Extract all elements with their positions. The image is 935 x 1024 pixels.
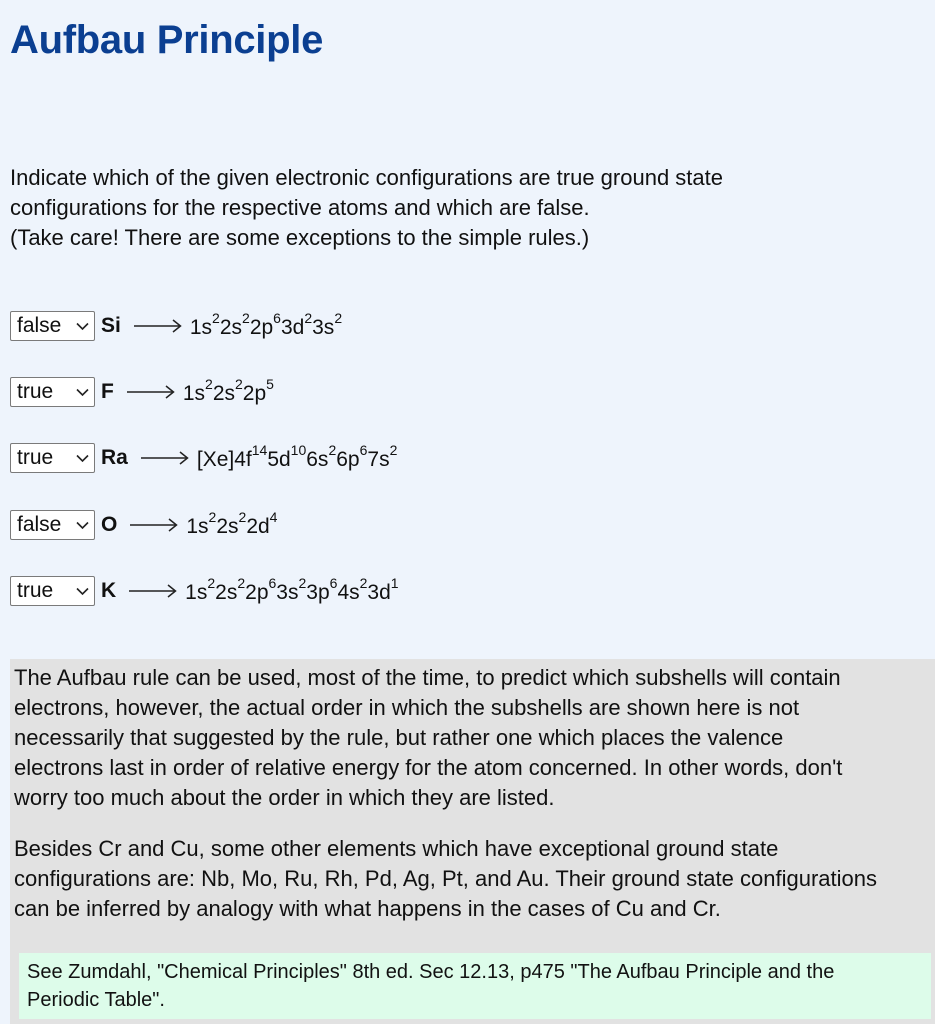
notes-paragraph [14,663,935,813]
config-text: 6s [306,447,329,471]
notes-line: configurations are: Nb, Mo, Ru, Rh, Pd, Ag, Pt, and Au. Their ground state configurations [14,866,877,891]
config-superscript: 2 [212,309,220,326]
chevron-down-icon [76,388,89,397]
config-superscript: 5 [266,375,274,392]
config-superscript: 1 [390,574,399,591]
config-text: 3d [280,315,305,339]
config-text: 3d [367,580,391,604]
config-superscript: 10 [290,441,307,458]
notes-line: The Aufbau rule can be used, most of the time, to predict which subshells will contain [14,665,841,690]
config-superscript: 6 [329,574,338,591]
config-superscript: 2 [328,441,337,458]
config-text: 1s [189,315,213,339]
arrow-right-icon [126,384,176,400]
electron-configuration [189,309,343,340]
arrow-right-icon [129,517,179,533]
instructions-line: Indicate which of the given electronic configurations are true ground state [10,165,723,190]
config-superscript: 2 [208,508,217,525]
config-superscript: 2 [207,574,216,591]
question-row-f [10,377,274,407]
feedback-notes-panel [10,659,935,1024]
config-superscript: 2 [242,309,250,326]
chevron-down-icon [76,521,89,530]
config-text: 1s [185,580,208,604]
config-text: 3p [306,580,330,604]
arrow-right-icon [133,318,183,334]
config-text: 2s [215,580,238,604]
chevron-down-icon [76,322,89,331]
config-text: 2d [246,514,270,538]
instructions-line: (Take care! There are some exceptions to the simple rules.) [10,225,590,250]
config-text: 2p [242,381,267,405]
config-superscript: 6 [273,309,281,326]
config-text: 5d [267,447,291,471]
config-text: 1s [182,381,206,405]
element-symbol: Si [101,314,121,337]
notes-paragraph [14,834,935,924]
answer-select-value: false [17,513,62,536]
element-symbol: Ra [101,446,128,469]
config-text: 3s [276,580,299,604]
config-text: 2p [245,580,269,604]
arrow-right-icon [128,583,178,599]
chevron-down-icon [76,587,89,596]
config-text: 2p [249,315,274,339]
answer-select-k[interactable] [10,576,95,606]
notes-line: electrons, however, the actual order in which the subshells are shown here is not [14,695,800,720]
config-text: [Xe]4f [196,447,252,471]
question-row-si [10,311,342,341]
answer-select-o[interactable] [10,510,95,540]
config-superscript: 2 [298,574,307,591]
notes-line: Besides Cr and Cu, some other elements which have exceptional ground state [14,836,779,861]
chevron-down-icon [76,454,89,463]
reference-line: See Zumdahl, "Chemical Principles" 8th ed. Sec 12.13, p475 "The Aufbau Principle and the [27,961,835,983]
answer-select-value: true [17,579,54,602]
config-superscript: 2 [237,574,246,591]
element-symbol: K [101,579,117,602]
reference-line: Periodic Table". [27,989,165,1011]
instructions-line: configurations for the respective atoms and which are false. [10,195,590,220]
question-row-k [10,576,399,606]
electron-configuration [186,508,278,539]
answer-select-si[interactable] [10,311,95,341]
config-text: 1s [186,514,209,538]
electron-configuration [185,574,399,605]
config-superscript: 2 [359,574,368,591]
instructions [10,163,910,253]
electron-configuration [182,375,274,406]
answer-select-value: false [17,314,62,337]
arrow-right-icon [140,450,190,466]
notes-line: worry too much about the order in which they are listed. [14,785,555,810]
reference-box [19,953,931,1019]
question-row-ra [10,443,397,473]
config-superscript: 2 [304,309,313,326]
element-symbol: O [101,513,118,536]
element-symbol: F [101,380,114,403]
config-text: 4s [337,580,360,604]
question-row-o [10,510,277,540]
config-text: 6p [336,447,360,471]
config-text: 2s [212,381,235,405]
config-text: 2s [219,315,243,339]
answer-select-value: true [17,446,54,469]
config-superscript: 2 [389,441,398,458]
config-superscript: 6 [268,574,277,591]
answer-select-value: true [17,380,54,403]
answer-select-f[interactable] [10,377,95,407]
config-superscript: 4 [269,508,278,525]
answer-select-ra[interactable] [10,443,95,473]
page-title: Aufbau Principle [10,18,324,62]
config-superscript: 2 [235,375,243,392]
config-text: 7s [367,447,390,471]
notes-line: electrons last in order of relative energy for the atom concerned. In other words, don't [14,755,843,780]
electron-configuration [196,441,398,472]
config-text: 2s [216,514,239,538]
config-text: 3s [312,315,335,339]
config-superscript: 6 [359,441,368,458]
notes-line: can be inferred by analogy with what happens in the cases of Cu and Cr. [14,896,721,921]
config-superscript: 2 [205,375,213,392]
notes-line: necessarily that suggested by the rule, but rather one which places the valence [14,725,784,750]
config-superscript: 14 [251,441,268,458]
config-superscript: 2 [238,508,247,525]
config-superscript: 2 [334,309,343,326]
